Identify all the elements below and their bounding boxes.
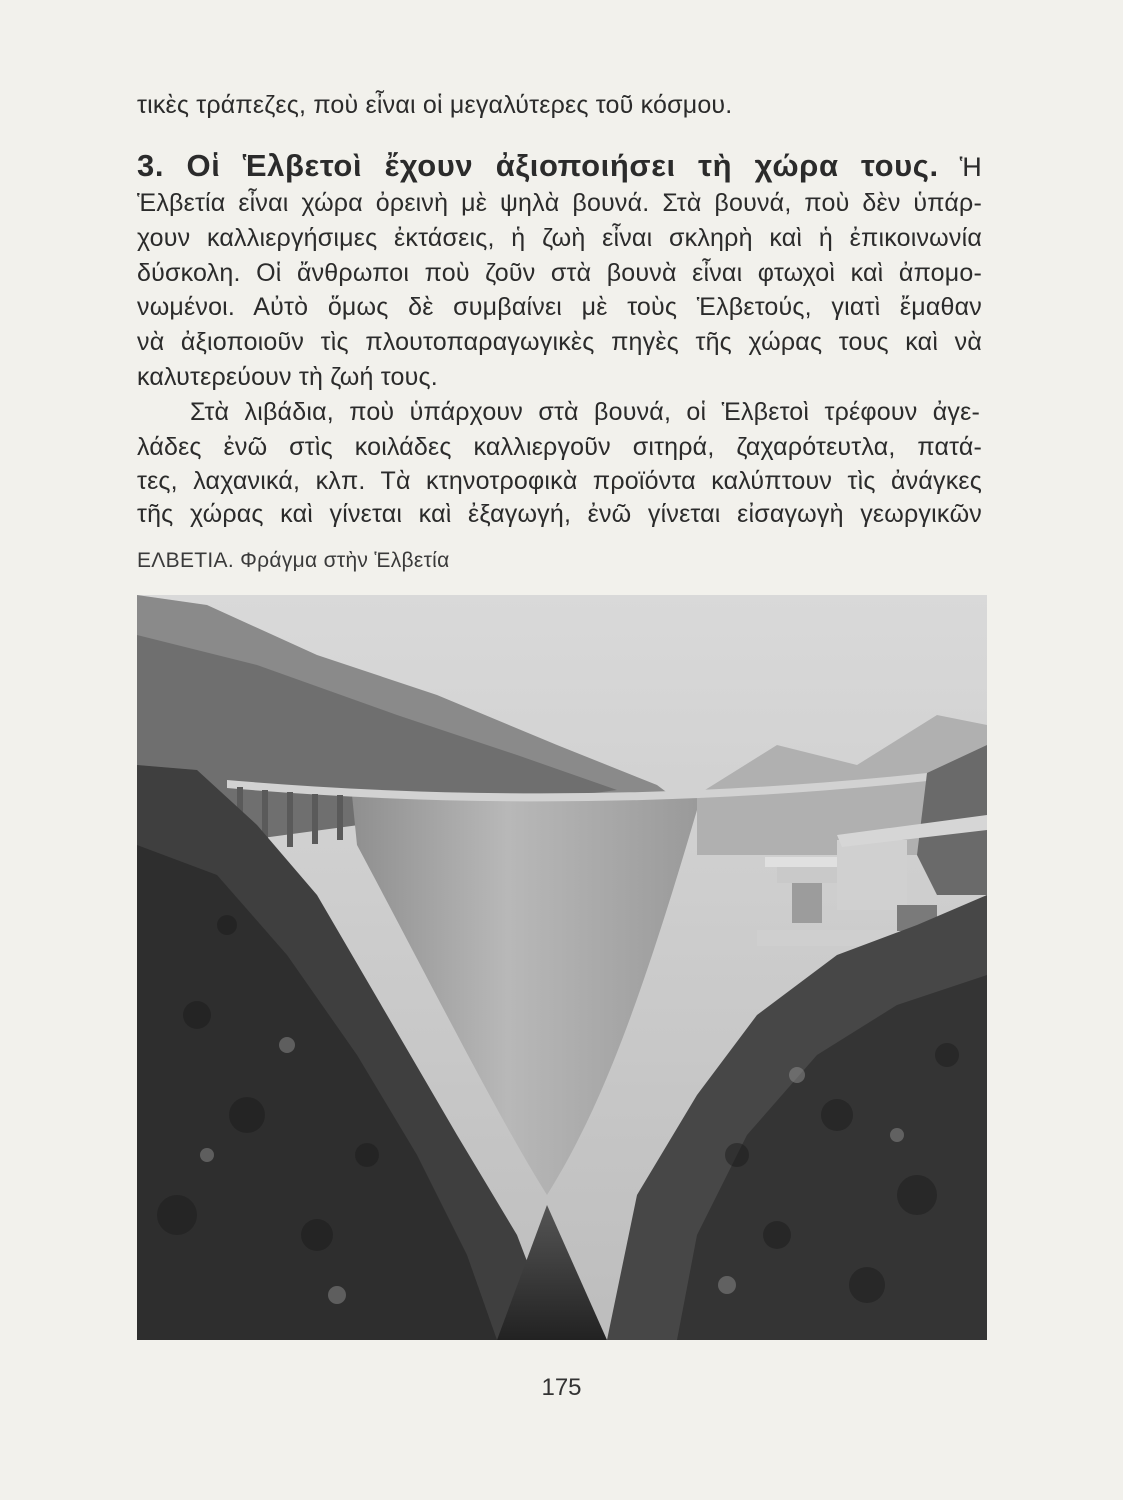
text-line-continuation: τικὲς τράπεζες, ποὺ εἶναι οἱ μεγαλύτερες τοῦ κόσμου.	[137, 91, 733, 119]
paragraph-1-line-6: καλυτερεύουν τὴ ζωή τους.	[137, 363, 438, 391]
paragraph-1-line-4: νωμένοι. Αὐτὸ ὅμως δὲ συμβαίνει μὲ τοὺς Ἑλβετούς, γιατὶ ἔμαθαν	[137, 293, 982, 321]
dam-photograph	[137, 595, 987, 1340]
paragraph-1-line-1: Ἑλβετία εἶναι χώρα ὀρεινὴ μὲ ψηλὰ βουνά. Στὰ βουνά, ποὺ δὲν ὑπάρ-	[137, 189, 982, 217]
paragraph-2-line-4: τῆς χώρας καὶ γίνεται καὶ ἐξαγωγή, ἐνῶ γίνεται εἰσαγωγὴ γεωργικῶν	[137, 500, 982, 528]
section-heading: 3. Οἱ Ἑλβετοὶ ἔχουν ἀξιοποιήσει τὴ χώρα τους.	[137, 148, 939, 183]
figure-caption: ΕΛΒΕΤΙΑ. Φράγμα στὴν Ἑλβετία	[137, 549, 450, 572]
paragraph-2-line-2: λάδες ἐνῶ στὶς κοιλάδες καλλιεργοῦν σιτηρά, ζαχαρότευτλα, πατά-	[137, 433, 982, 461]
paragraph-2-line-3: τες, λαχανικά, κλπ. Τὰ κτηνοτροφικὰ προϊόντα καλύπτουν τὶς ἀνάγκες	[137, 467, 982, 495]
paragraph-2-line-1: Στὰ λιβάδια, ποὺ ὑπάρχουν στὰ βουνά, οἱ Ἑλβετοὶ τρέφουν ἀγε-	[190, 398, 980, 426]
paragraph-1-line-2: χουν καλλιεργήσιμες ἐκτάσεις, ἡ ζωὴ εἶναι σκληρὴ καὶ ἡ ἐπικοινωνία	[137, 224, 982, 252]
page-number: 175	[541, 1374, 582, 1401]
section-heading-line	[137, 150, 982, 183]
heading-line-tail: Ἡ	[959, 152, 983, 182]
paragraph-1-line-5: νὰ ἀξιοποιοῦν τὶς πλουτοπαραγωγικὲς πηγὲς τῆς χώρας τους καὶ νὰ	[137, 328, 982, 356]
paragraph-1-line-3: δύσκολη. Οἱ ἄνθρωποι ποὺ ζοῦν στὰ βουνὰ εἶναι φτωχοὶ καὶ ἀπομο-	[137, 259, 982, 287]
